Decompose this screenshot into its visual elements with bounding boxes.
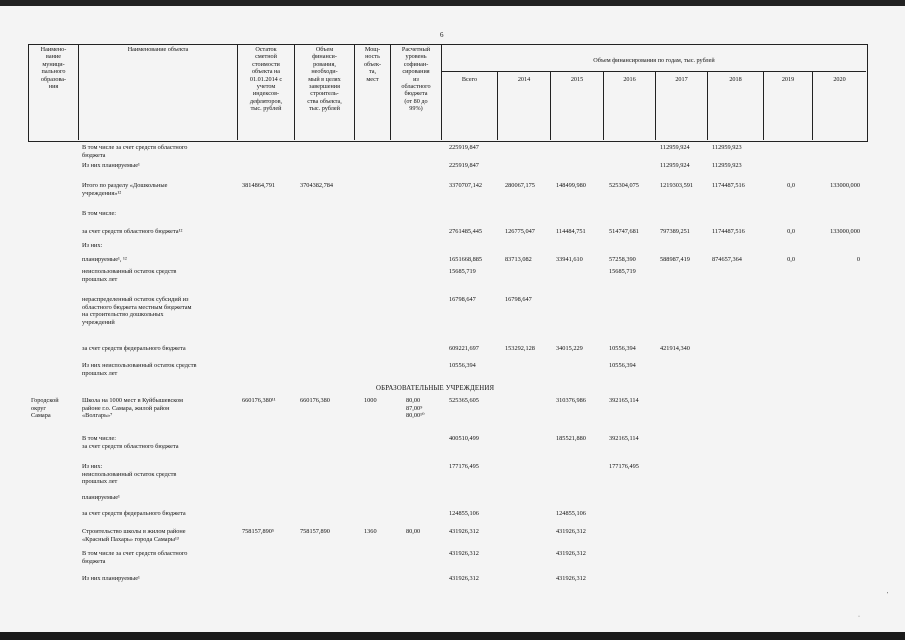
funding-cell: 588987,419 <box>660 256 690 263</box>
funding-cell: 34015,229 <box>556 345 583 352</box>
page-number: 6 <box>440 31 444 39</box>
funding-cell: 185521,880 <box>556 435 586 442</box>
row-label: Из них планируемые¹ <box>82 162 140 169</box>
cofinancing-value: 80,00 87,00⁹ 80,00¹⁰ <box>406 397 425 420</box>
header-cofinancing-level: Расчетный уровень софинан- сирования из областного бюджета (от 80 до 99%) <box>401 46 431 113</box>
remaining-cost-value: 3814864,791 <box>242 182 276 189</box>
funding-cell: 10556,394 <box>449 362 476 369</box>
row-label: Из них неиспользованный остаток средств прошлых лет <box>82 362 197 377</box>
funding-cell: 148499,980 <box>556 182 586 189</box>
funding-cell: 124855,106 <box>449 510 479 517</box>
funding-cell: 431926,312 <box>556 550 586 557</box>
funding-cell: 392165,114 <box>609 435 639 442</box>
funding-cell: 177176,495 <box>449 463 479 470</box>
header-funding-volume: Объем финанси- рования, необходи- мый в целях завершения строитель- ства объекта, тыс. рублей <box>307 46 342 113</box>
top-scan-border <box>0 0 905 6</box>
funding-cell: 431926,312 <box>449 528 479 535</box>
header-year-2015: 2015 <box>570 76 584 83</box>
funding-cell: 3370707,142 <box>449 182 483 189</box>
funding-cell: 431926,312 <box>556 528 586 535</box>
funding-volume-value: 660176,380 <box>300 397 330 404</box>
header-year-2014: 2014 <box>517 76 531 83</box>
funding-volume-value: 3704382,784 <box>300 182 334 189</box>
row-label: за счет средств федерального бюджета <box>82 510 186 517</box>
funding-cell: 0,0 <box>787 256 795 263</box>
funding-cell: 57258,390 <box>609 256 636 263</box>
cofinancing-value: 80,00 <box>406 528 421 535</box>
funding-cell: 525304,075 <box>609 182 639 189</box>
funding-cell: 112959,923 <box>712 162 742 169</box>
funding-cell: 0,0 <box>787 228 795 235</box>
remaining-cost-value: 660176,380¹¹ <box>242 397 276 404</box>
row-label: В том числе: <box>82 210 117 217</box>
funding-cell: 392165,114 <box>609 397 639 404</box>
header-funding-by-year: Объем финансирования по годам, тыс. рублей <box>593 57 715 64</box>
row-label: В том числе: за счет средств областного бюджета <box>82 435 179 450</box>
funding-volume-value: 758157,890 <box>300 528 330 535</box>
funding-cell: 225919,847 <box>449 162 479 169</box>
funding-cell: 112959,924 <box>660 144 690 151</box>
capacity-value: 1360 <box>364 528 377 535</box>
funding-cell: 112959,923 <box>712 144 742 151</box>
row-label: Строительство школы в жилом районе «Красный Пахарь» города Самары¹³ <box>82 528 186 543</box>
scan-speck: ' <box>887 592 889 598</box>
row-label: Из них: <box>82 242 103 249</box>
funding-cell: 1174487,516 <box>712 182 745 189</box>
funding-cell: 114484,751 <box>556 228 586 235</box>
row-label: В том числе за счет средств областного бюджета <box>82 550 188 565</box>
funding-cell: 153292,128 <box>505 345 535 352</box>
funding-cell: 514747,681 <box>609 228 639 235</box>
funding-cell: 16798,647 <box>505 296 532 303</box>
row-label: Школа на 1000 мест в Куйбышевском районе г.о. Самара, жилой район «Волгарь»⁷ <box>82 397 183 420</box>
row-label: за счет средств областного бюджета¹² <box>82 228 183 235</box>
funding-cell: 525365,605 <box>449 397 479 404</box>
header-year-2016: 2016 <box>623 76 636 83</box>
funding-cell: 133000,000 <box>830 228 860 235</box>
row-label: нераспределенный остаток субсидий из областного бюджета местным бюджетам на строительство дошкольных учреждений <box>82 296 192 326</box>
header-remaining-cost: Остаток сметной стоимости объекта на 01.01.2014 с учетом индексов- дефляторов, тыс. рублей <box>249 46 283 113</box>
funding-cell: 0 <box>856 256 860 263</box>
header-capacity: Мощ- ность объек- та, мест <box>363 46 382 83</box>
funding-cell: 280067,175 <box>505 182 535 189</box>
section-title: ОБРАЗОВАТЕЛЬНЫЕ УЧРЕЖДЕНИЯ <box>376 385 495 392</box>
row-label: Из них планируемые¹ <box>82 575 140 582</box>
funding-cell: 16798,647 <box>449 296 476 303</box>
funding-cell: 431926,312 <box>556 575 586 582</box>
row-label: В том числе за счет средств областного бюджета <box>82 144 188 159</box>
funding-cell: 10556,394 <box>609 362 636 369</box>
header-year-2019: 2019 <box>781 76 795 83</box>
header-year-2020: 2020 <box>833 76 846 83</box>
funding-cell: 797389,251 <box>660 228 690 235</box>
funding-cell: 1651668,885 <box>449 256 483 263</box>
header-object-name: Наименование объекта <box>127 46 189 53</box>
row-label: Итого по разделу «Дошкольные учреждения»¹² <box>82 182 168 197</box>
funding-cell: 126775,047 <box>505 228 535 235</box>
header-year-2017: 2017 <box>675 76 688 83</box>
header-municipality: Наимено- вание муници- пального образова- ния <box>40 46 67 91</box>
funding-cell: 1174487,516 <box>712 228 745 235</box>
row-label: планируемые¹ <box>82 494 120 501</box>
funding-cell: 0,0 <box>787 182 795 189</box>
remaining-cost-value: 758157,890⁵ <box>242 528 275 535</box>
funding-cell: 124855,106 <box>556 510 586 517</box>
funding-cell: 10556,394 <box>609 345 636 352</box>
funding-cell: 112959,924 <box>660 162 690 169</box>
funding-cell: 83713,082 <box>505 256 532 263</box>
funding-cell: 133000,000 <box>830 182 860 189</box>
funding-cell: 225919,847 <box>449 144 479 151</box>
funding-cell: 177176,495 <box>609 463 639 470</box>
funding-cell: 609221,697 <box>449 345 479 352</box>
capacity-value: 1000 <box>364 397 377 404</box>
funding-cell: 874657,364 <box>712 256 742 263</box>
funding-cell: 400510,499 <box>449 435 479 442</box>
funding-cell: 431926,312 <box>449 550 479 557</box>
funding-cell: 421914,340 <box>660 345 690 352</box>
header-year-total: Всего <box>461 76 478 83</box>
row-label: планируемые¹, ¹² <box>82 256 127 263</box>
funding-cell: 310376,986 <box>556 397 586 404</box>
funding-cell: 431926,312 <box>449 575 479 582</box>
header-year-2018: 2018 <box>729 76 742 83</box>
funding-cell: 2761485,445 <box>449 228 483 235</box>
scan-speck: · <box>858 614 860 620</box>
row-label: неиспользованный остаток средств прошлых лет <box>82 268 177 283</box>
funding-cell: 1219303,591 <box>660 182 694 189</box>
row-label: за счет средств федерального бюджета <box>82 345 186 352</box>
bottom-scan-border <box>0 632 905 640</box>
funding-cell: 33941,610 <box>556 256 583 263</box>
funding-cell: 15685,719 <box>449 268 476 275</box>
funding-cell: 15685,719 <box>609 268 636 275</box>
row-label: Из них: неиспользованный остаток средств прошлых лет <box>82 463 177 486</box>
municipality-name: Городской округ Самара <box>31 397 59 420</box>
